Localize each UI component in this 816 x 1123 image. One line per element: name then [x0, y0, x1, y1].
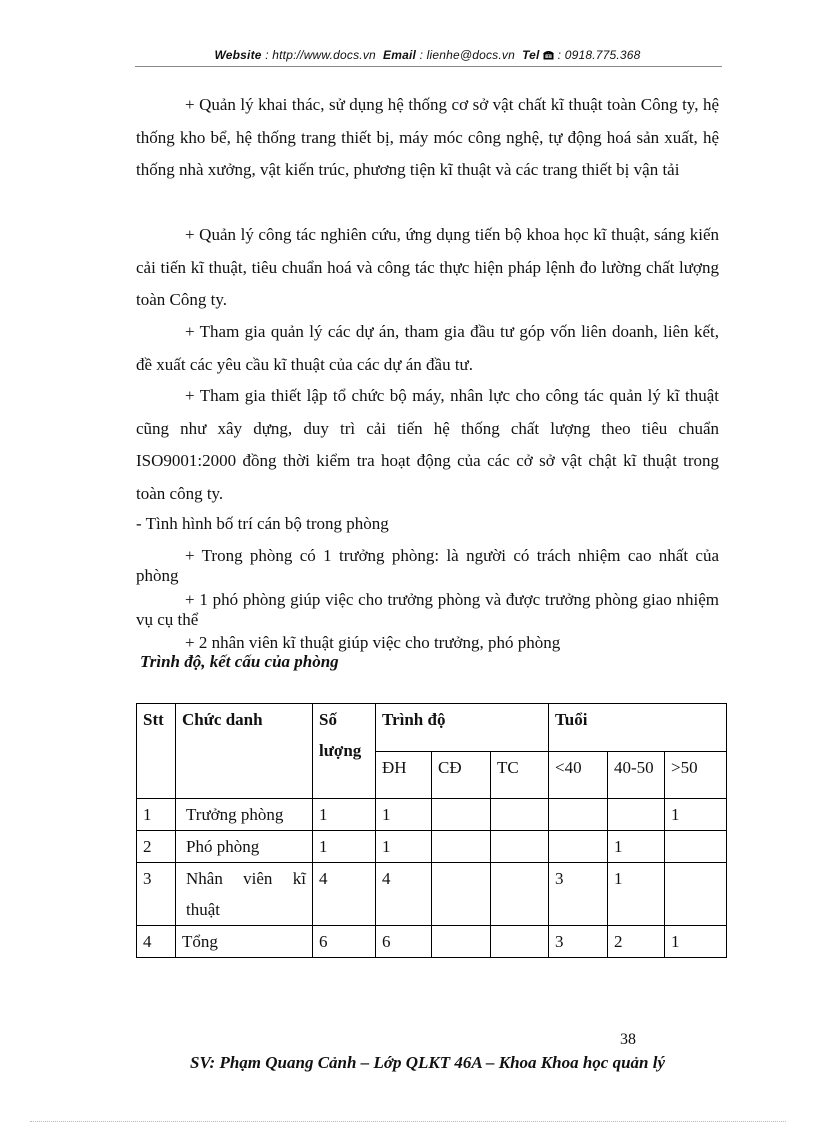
table-row	[137, 799, 727, 831]
cell-lt40: 3	[549, 926, 608, 958]
email-value: : lienhe@docs.vn	[419, 48, 515, 62]
cell-tc	[491, 831, 549, 863]
cell-40-50	[608, 799, 665, 831]
paragraph-6: + Trong phòng có 1 trưởng phòng: là người có trách nhiệm cao nhất của phòng	[136, 546, 719, 585]
header-40-50: 40-50	[608, 751, 665, 799]
paragraph-8: + 2 nhân viên kĩ thuật giúp việc cho trưởng, phó phòng	[185, 633, 561, 652]
paragraph-7: + 1 phó phòng giúp việc cho trưởng phòng và được trưởng phòng giao nhiệm vụ cụ thể	[136, 590, 719, 629]
header-gt50: >50	[665, 751, 727, 799]
website-label: Website	[214, 48, 262, 62]
paragraph-1: + Quản lý khai thác, sử dụng hệ thống cơ sở vật chất kĩ thuật toàn Công ty, hệ thống kho bể, hệ thống trang thiết bị, máy móc công nghệ, tự động hoá sản xuất, hệ thống nhà xưởng, vật kiến trúc, phương tiện kĩ thuật và các trang thiết bị vận tải	[136, 95, 719, 179]
cell-cd	[432, 799, 491, 831]
cell-dh: 1	[376, 831, 432, 863]
paragraph-5: - Tình hình bố trí cán bộ trong phòng	[136, 514, 389, 533]
cell-dh: 6	[376, 926, 432, 958]
cell-so-luong: 6	[313, 926, 376, 958]
page-bottom-divider	[30, 1121, 786, 1122]
table-header-row	[137, 704, 727, 752]
cell-lt40	[549, 831, 608, 863]
cell-so-luong: 1	[313, 799, 376, 831]
table-row	[137, 926, 727, 958]
cell-40-50: 1	[608, 863, 665, 926]
cell-gt50: 1	[665, 926, 727, 958]
cell-so-luong: 4	[313, 863, 376, 926]
cell-40-50: 1	[608, 831, 665, 863]
cell-gt50: 1	[665, 799, 727, 831]
table-row	[137, 831, 727, 863]
cell-chuc-danh: Phó phòng	[176, 831, 313, 863]
cell-chuc-danh: Tổng	[176, 926, 313, 958]
paragraph-4: + Tham gia thiết lập tổ chức bộ máy, nhân lực cho công tác quản lý kĩ thuật cũng như xây dựng, duy trì cải tiến hệ thống chất lượng theo tiêu chuẩn ISO9001:2000 đồng thời kiểm tra hoạt động của các cở sở vật chật kĩ thuật trong toàn công ty.	[136, 386, 719, 503]
cell-cd	[432, 831, 491, 863]
cell-lt40	[549, 799, 608, 831]
cell-stt: 3	[137, 863, 176, 926]
header-lt40: <40	[549, 751, 608, 799]
email-label: Email	[383, 48, 417, 62]
tel-value: : 0918.775.368	[557, 48, 641, 62]
paragraph-2: + Quản lý công tác nghiên cứu, ứng dụng tiến bộ khoa học kĩ thuật, sáng kiến cải tiến kĩ thuật, tiêu chuẩn hoá và công tác thực hiện pháp lệnh đo lường chất lượng toàn Công ty.	[136, 225, 719, 309]
cell-40-50: 2	[608, 926, 665, 958]
header-trinh-do: Trình độ	[376, 704, 549, 752]
cell-tc	[491, 926, 549, 958]
website-value: : http://www.docs.vn	[265, 48, 376, 62]
tel-label: Tel	[522, 48, 540, 62]
header-tuoi: Tuổi	[549, 704, 727, 752]
header-stt: Stt	[137, 704, 176, 799]
cell-stt: 4	[137, 926, 176, 958]
cell-stt: 1	[137, 799, 176, 831]
paragraph-3: + Tham gia quản lý các dự án, tham gia đầu tư góp vốn liên doanh, liên kết, đề xuất các yêu cầu kĩ thuật của các dự án đầu tư.	[136, 322, 719, 374]
cell-dh: 1	[376, 799, 432, 831]
cell-tc	[491, 799, 549, 831]
page-footer: SV: Phạm Quang Cảnh – Lớp QLKT 46A – Khoa Khoa học quản lý	[190, 1053, 665, 1072]
page-number: 38	[620, 1031, 636, 1048]
cell-gt50	[665, 863, 727, 926]
header-dh: ĐH	[376, 751, 432, 799]
header-chuc-danh: Chức danh	[176, 704, 313, 799]
page-header	[135, 48, 720, 62]
header-divider	[135, 66, 722, 67]
cell-gt50	[665, 831, 727, 863]
cell-lt40: 3	[549, 863, 608, 926]
cell-tc	[491, 863, 549, 926]
cell-chuc-danh: Trưởng phòng	[176, 799, 313, 831]
cell-stt: 2	[137, 831, 176, 863]
cell-cd	[432, 863, 491, 926]
staff-table	[136, 703, 727, 958]
cell-chuc-danh: Nhân viên kĩ thuật	[176, 863, 313, 926]
table-title: Trình độ, kết cấu của phòng	[140, 652, 339, 671]
header-cd: CĐ	[432, 751, 491, 799]
table-row	[137, 863, 727, 926]
cell-cd	[432, 926, 491, 958]
phone-icon	[543, 48, 558, 62]
header-tc: TC	[491, 751, 549, 799]
cell-dh: 4	[376, 863, 432, 926]
cell-so-luong: 1	[313, 831, 376, 863]
header-so-luong: Số lượng	[313, 704, 376, 799]
